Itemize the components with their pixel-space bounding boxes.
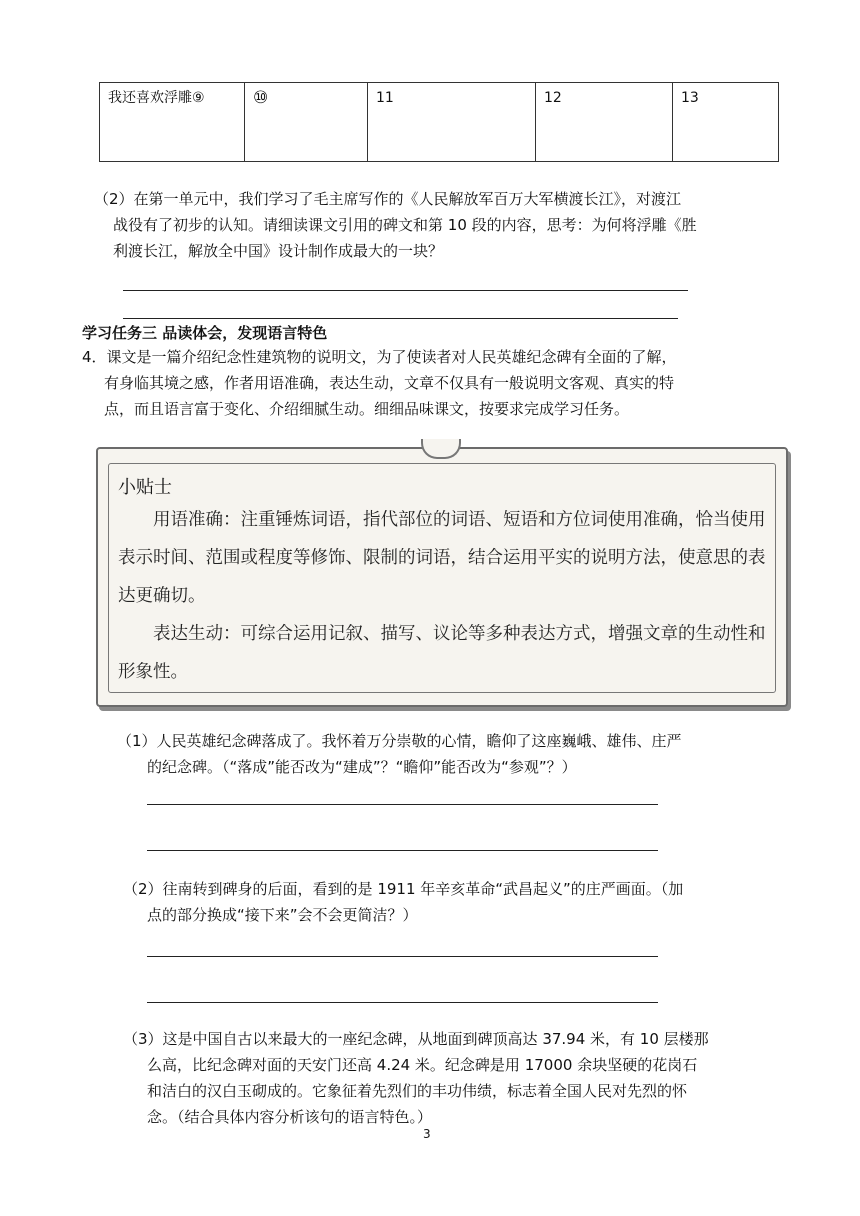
question-2-text: （2）在第一单元中，我们学习了毛主席写作的《人民解放军百万大军横渡长江》，对渡江 xyxy=(94,190,682,208)
answer-table xyxy=(99,82,779,162)
subquestion-1-text: （1）人民英雄纪念碑落成了。我怀着万分崇敬的心情，瞻仰了这座巍峨、雄伟、庄严 xyxy=(117,732,682,750)
answer-line[interactable] xyxy=(123,290,688,291)
task-intro-text: 4．课文是一篇介绍纪念性建筑物的说明文，为了使读者对人民英雄纪念碑有全面的了解， xyxy=(82,348,677,366)
subquestion-3-text: 和洁白的汉白玉砌成的。它象征着先烈们的丰功伟绩，标志着全国人民对先烈的怀 xyxy=(147,1082,688,1100)
subquestion-1-text: 的纪念碑。（“落成”能否改为“建成”？“瞻仰”能否改为“参观”？） xyxy=(147,758,577,776)
table-row xyxy=(100,83,779,162)
tips-paragraph: 用语准确：注重锤炼词语，指代部位的词语、短语和方位词使用准确，恰当使用表示时间、范围或程度等修饰、限制的词语，结合运用平实的说明方法，使意思的表达更确切。 xyxy=(118,510,766,606)
tips-paragraph: 表达生动：可综合运用记叙、描写、议论等多种表达方式，增强文章的生动性和形象性。 xyxy=(118,624,766,682)
table-cell: 12 xyxy=(536,83,673,162)
subquestion-2-text: （2）往南转到碑身的后面，看到的是 1911 年辛亥革命“武昌起义”的庄严画面。（加 xyxy=(123,880,684,898)
answer-line[interactable] xyxy=(123,318,678,319)
question-2-text: 战役有了初步的认知。请细读课文引用的碑文和第 10 段的内容，思考：为何将浮雕《胜 xyxy=(113,216,697,234)
tips-body xyxy=(118,501,768,691)
subquestion-3-text: 念。（结合具体内容分析该句的语言特色。） xyxy=(147,1108,433,1126)
answer-line[interactable] xyxy=(147,850,658,851)
table-cell: 我还喜欢浮雕⑨ xyxy=(100,83,245,162)
subquestion-3-text: 么高，比纪念碑对面的天安门还高 4.24 米。纪念碑是用 17000 余块坚硬的花岗石 xyxy=(147,1056,698,1074)
question-2-text: 利渡长江，解放全中国》设计制作成最大的一块？ xyxy=(113,242,444,260)
subquestion-3-text: （3）这是中国自古以来最大的一座纪念碑，从地面到碑顶高达 37.94 米，有 10 层楼那 xyxy=(123,1030,709,1048)
answer-line[interactable] xyxy=(147,804,658,805)
answer-line[interactable] xyxy=(147,956,658,957)
tips-title: 小贴士 xyxy=(118,477,172,498)
table-cell: ⑩ xyxy=(245,83,368,162)
table-cell: 11 xyxy=(368,83,536,162)
page-number: 3 xyxy=(423,1127,431,1141)
task-intro-text: 点，而且语言富于变化、介绍细腻生动。细细品味课文，按要求完成学习任务。 xyxy=(104,400,630,418)
subquestion-2-text: 点的部分换成“接下来”会不会更简洁？） xyxy=(147,906,418,924)
clip-icon xyxy=(421,439,461,459)
section-heading: 学习任务三 品读体会，发现语言特色 xyxy=(82,324,328,342)
answer-line[interactable] xyxy=(147,1002,658,1003)
table-cell: 13 xyxy=(673,83,779,162)
task-intro-text: 有身临其境之感，作者用语准确，表达生动，文章不仅具有一般说明文客观、真实的特 xyxy=(104,374,675,392)
tips-box xyxy=(96,447,788,707)
